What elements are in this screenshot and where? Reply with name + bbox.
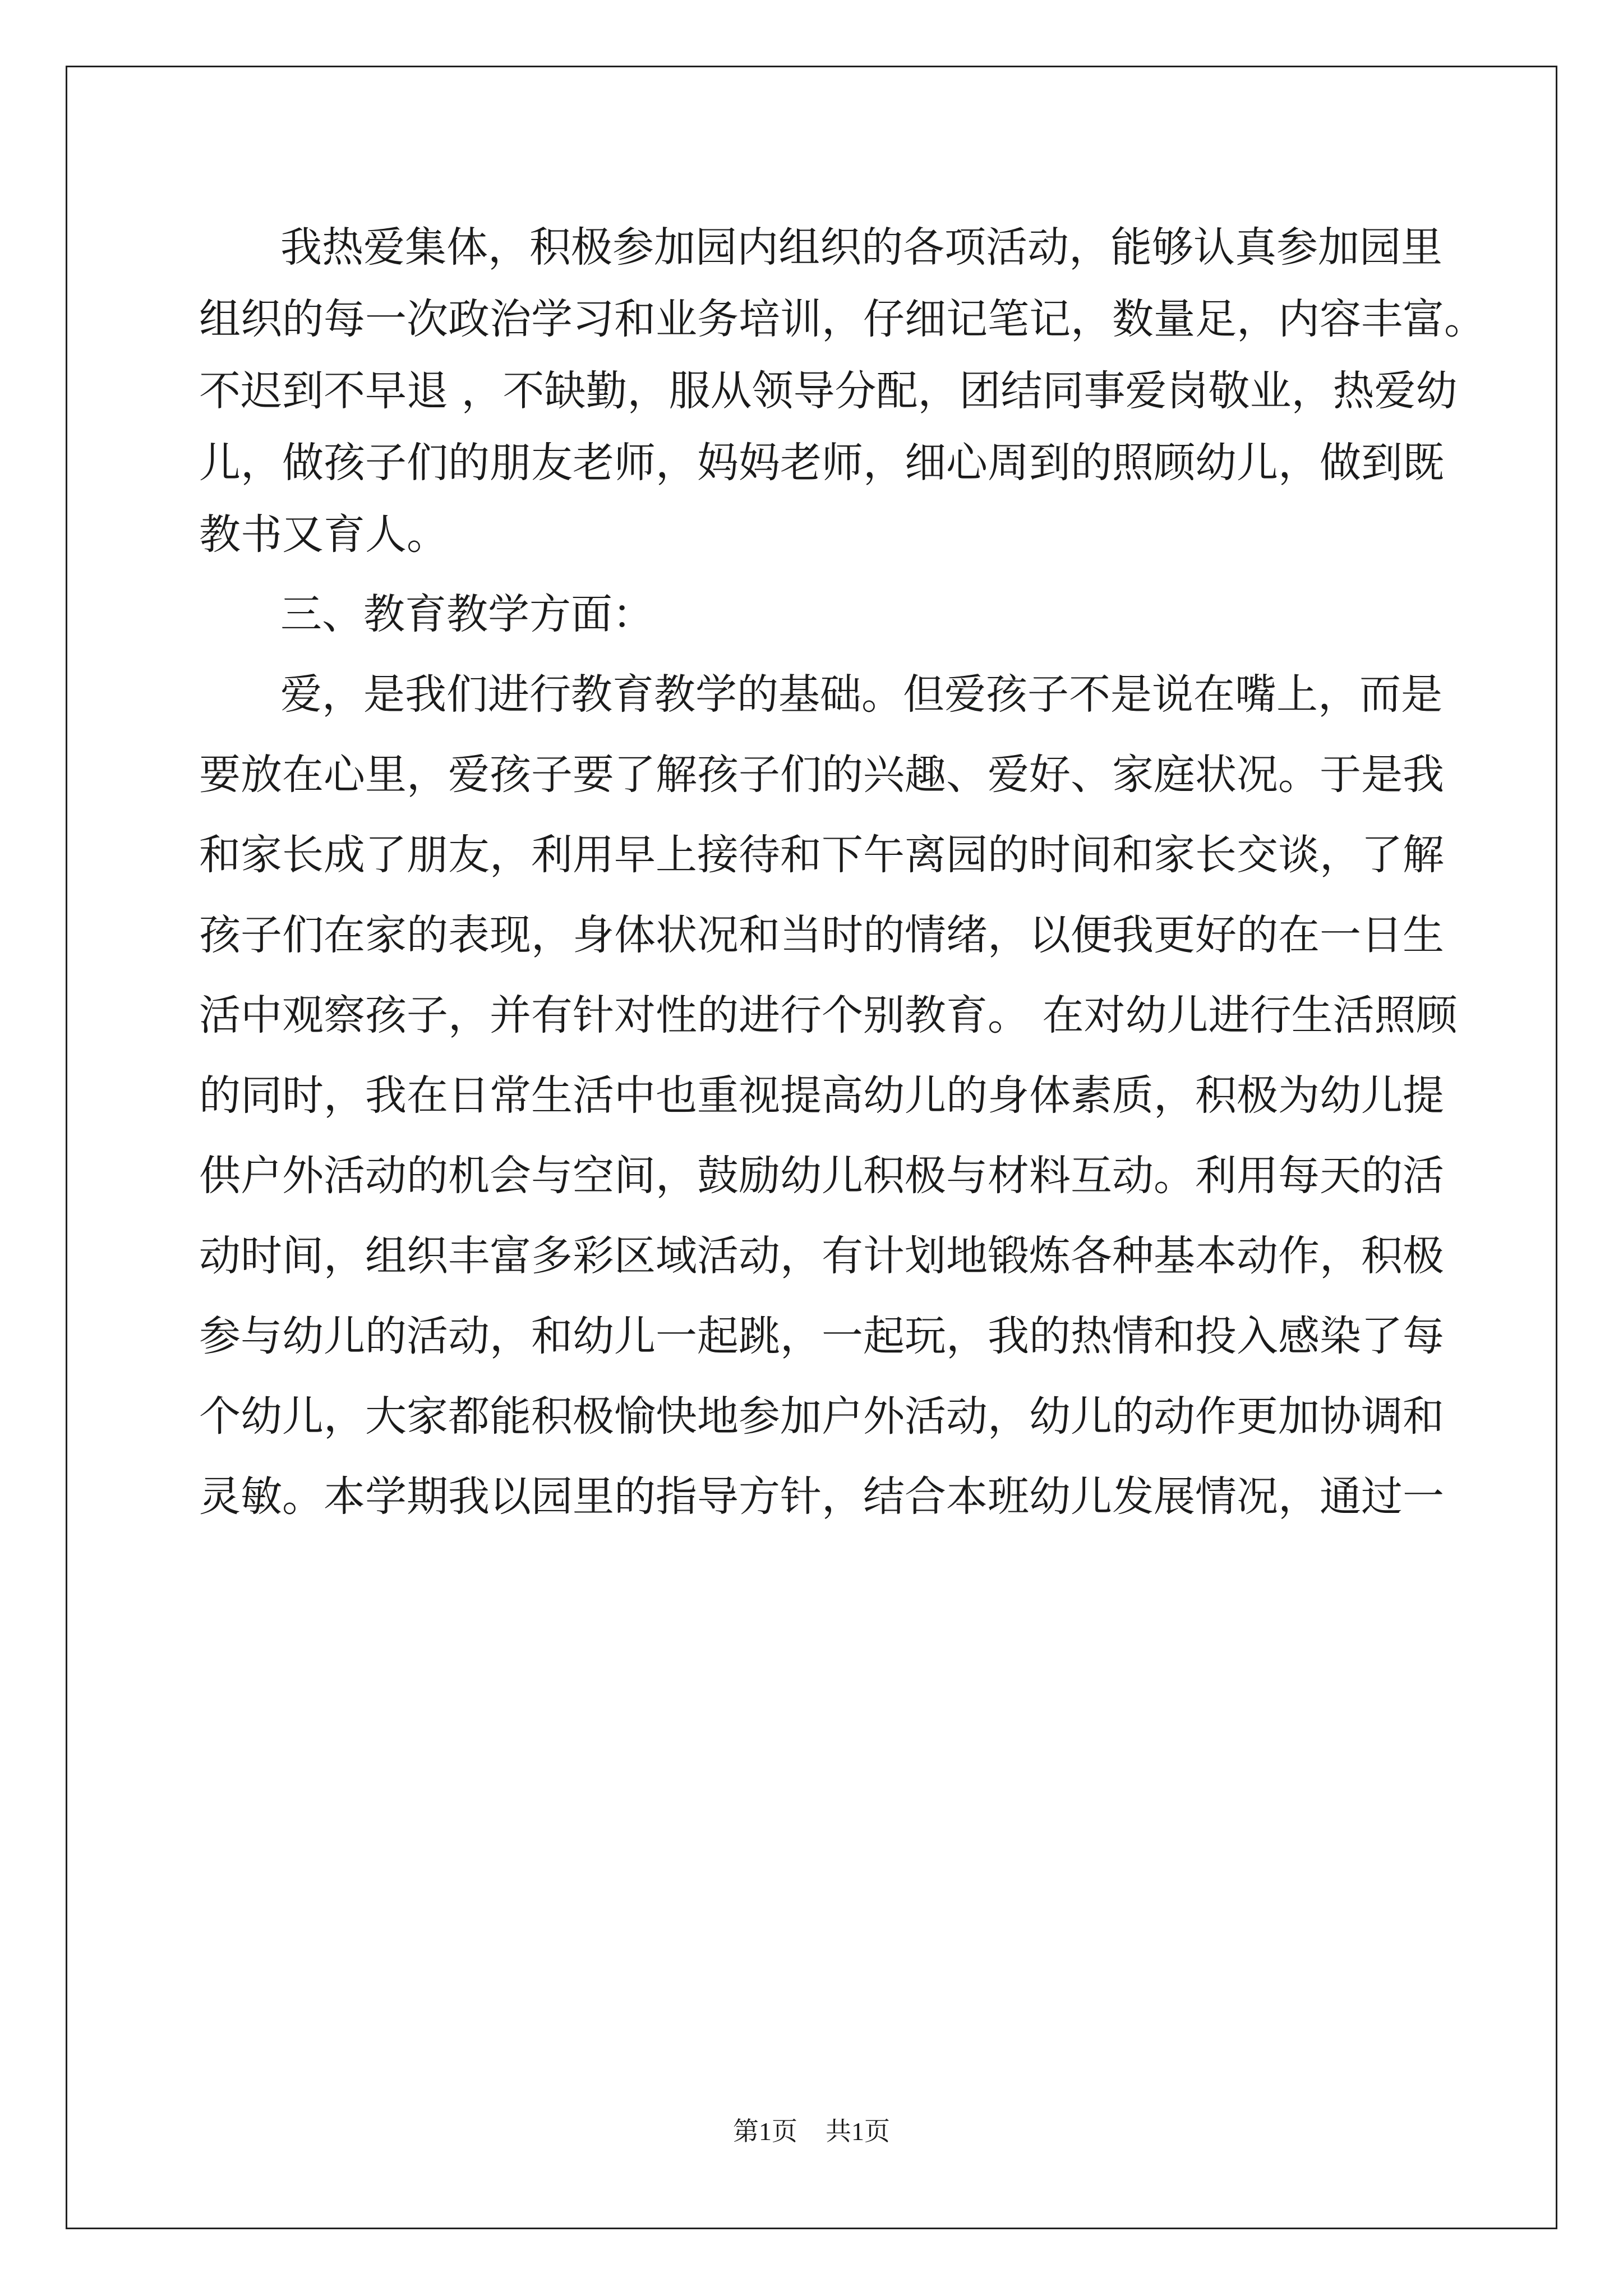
text-line: 孩子们在家的表现，身体状况和当时的情绪，以便我更好的在一日生 — [199, 911, 1444, 959]
text-line: 要放在心里，爱孩子要了解孩子们的兴趣、爱好、家庭状况。于是我 — [199, 751, 1444, 799]
text-line: 教书又育人。 — [199, 510, 448, 559]
text-line: 爱，是我们进行教育教学的基础。但爱孩子不是说在嘴上，而是 — [280, 670, 1442, 719]
page-total: 共1页 — [826, 2117, 890, 2146]
text-line: 参与幼儿的活动，和幼儿一起跳，一起玩，我的热情和投入感染了每 — [199, 1312, 1444, 1360]
page-number: 第1页 — [733, 2117, 797, 2146]
text-line: 不迟到不早退 ，不缺勤，服从领导分配，团结同事爱岗敬业，热爱幼 — [199, 367, 1458, 415]
text-line: 动时间，组织丰富多彩区域活动，有计划地锻炼各种基本动作，积极 — [199, 1232, 1444, 1280]
text-line: 和家长成了朋友，利用早上接待和下午离园的时间和家长交谈，了解 — [199, 831, 1444, 879]
text-line: 组织的每一次政治学习和业务培训，仔细记笔记，数量足，内容丰富。 — [199, 295, 1486, 343]
text-line: 的同时，我在日常生活中也重视提高幼儿的身体素质，积极为幼儿提 — [199, 1071, 1444, 1120]
text-line: 灵敏。本学期我以园里的指导方针，结合本班幼儿发展情况，通过一 — [199, 1473, 1444, 1521]
text-line: 我热爱集体，积极参加园内组织的各项活动，能够认真参加园里 — [280, 223, 1442, 272]
text-line: 供户外活动的机会与空间，鼓励幼儿积极与材料互动。利用每天的活 — [199, 1152, 1444, 1200]
text-line: 活中观察孩子，并有针对性的进行个别教育。 在对幼儿进行生活照顾 — [199, 991, 1458, 1039]
text-line: 个幼儿，大家都能积极愉快地参加户外活动，幼儿的动作更加协调和 — [199, 1392, 1444, 1441]
text-line: 儿，做孩子们的朋友老师，妈妈老师，细心周到的照顾幼儿，做到既 — [199, 439, 1444, 487]
page-footer — [0, 2115, 1623, 2148]
section-heading: 三、教育教学方面： — [280, 590, 654, 638]
